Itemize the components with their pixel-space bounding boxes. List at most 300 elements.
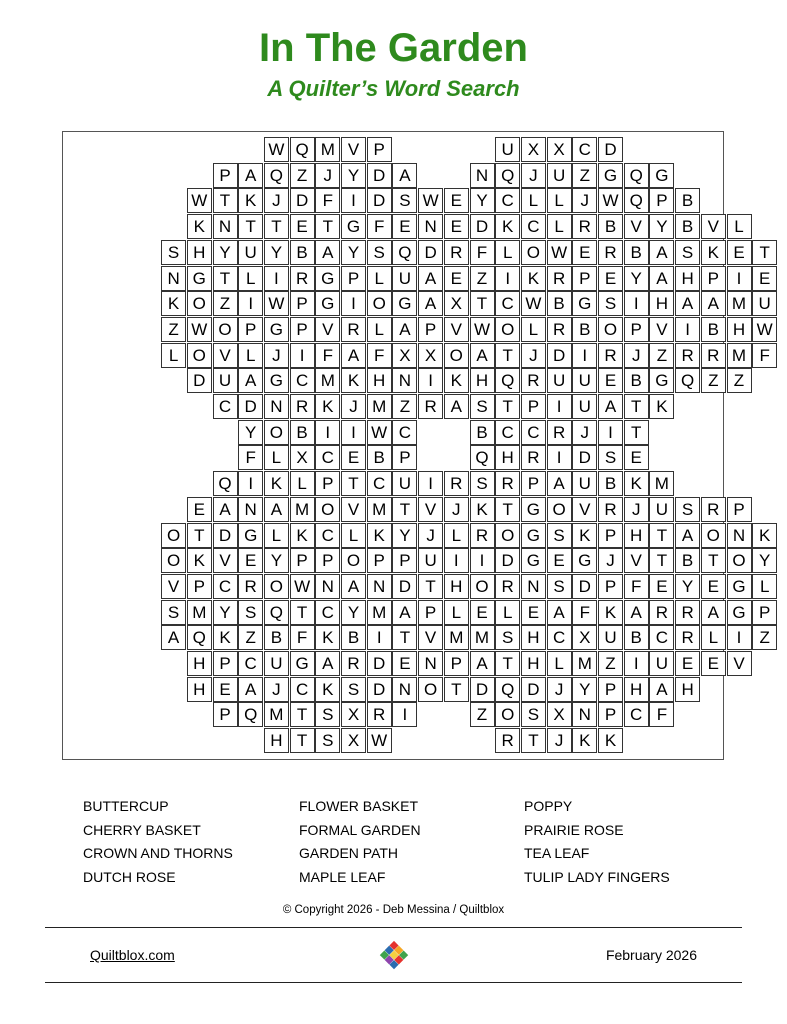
grid-cell: W [598,188,623,213]
grid-cell: P [624,317,649,342]
grid-cell: P [444,651,469,676]
copyright-notice: © Copyright 2026 - Deb Messina / Quiltblox [282,904,505,916]
grid-cell: B [367,445,392,470]
grid-cell: T [187,523,212,548]
grid-cell: P [367,548,392,573]
grid-cell: G [572,548,597,573]
issue-date: February 2026 [605,947,697,963]
grid-cell: C [547,625,572,650]
grid-cell: F [624,574,649,599]
word-column-3 [524,795,670,889]
grid-cell: H [727,317,752,342]
grid-cell: P [701,266,726,291]
grid-cell: U [418,548,443,573]
grid-cell: S [547,574,572,599]
grid-cell: G [315,266,340,291]
grid-cell: M [444,625,469,650]
grid-cell: C [315,523,340,548]
grid-cell: D [470,214,495,239]
grid-cell: U [598,625,623,650]
grid-cell: R [367,702,392,727]
grid-cell: T [495,497,520,522]
grid-cell: A [649,240,674,265]
grid-cell: H [675,266,700,291]
grid-cell: Y [649,214,674,239]
grid-cell: J [547,728,572,753]
word-item: TEA LEAF [524,845,590,861]
grid-cell: I [264,266,289,291]
grid-cell: D [572,574,597,599]
grid-cell: Q [290,137,315,162]
grid-cell: S [315,702,340,727]
grid-cell: D [495,548,520,573]
grid-cell: T [444,677,469,702]
grid-cell: V [418,625,443,650]
grid-cell: E [213,677,238,702]
grid-cell: V [572,497,597,522]
grid-cell: F [572,600,597,625]
grid-cell: N [418,214,443,239]
grid-cell: T [649,548,674,573]
page-subtitle: A Quilter’s Word Search [267,76,520,101]
grid-cell: V [701,214,726,239]
word-item: CHERRY BASKET [83,821,201,838]
grid-cell: H [649,291,674,316]
grid-cell: A [624,600,649,625]
grid-cell: B [624,368,649,393]
grid-cell: T [649,523,674,548]
grid-cell: Y [752,548,777,573]
grid-cell: S [341,677,366,702]
grid-cell: N [727,523,752,548]
grid-cell: I [444,548,469,573]
grid-cell: C [213,574,238,599]
grid-cell: T [264,214,289,239]
grid-cell: P [367,137,392,162]
word-item: GARDEN PATH [299,845,399,861]
grid-cell: R [701,497,726,522]
grid-cell: T [495,343,520,368]
grid-cell: X [341,728,366,753]
grid-cell: P [290,548,315,573]
grid-cell: Z [290,163,315,188]
grid-cell: E [598,368,623,393]
grid-cell: V [624,548,649,573]
grid-cell: M [315,137,340,162]
grid-cell: I [238,291,263,316]
grid-cell: W [470,317,495,342]
grid-cell: M [187,600,212,625]
grid-cell: E [598,266,623,291]
grid-cell: P [649,188,674,213]
grid-cell: E [701,574,726,599]
grid-cell: G [264,368,289,393]
word-column-2 [299,795,421,889]
grid-cell: C [290,368,315,393]
grid-cell: E [444,266,469,291]
grid-cell: J [341,394,366,419]
grid-cell: K [598,728,623,753]
grid-cell: I [392,702,417,727]
grid-cell: P [598,677,623,702]
grid-cell: R [341,651,366,676]
grid-cell: O [187,343,212,368]
grid-cell: A [238,368,263,393]
grid-cell: Y [213,600,238,625]
grid-cell: H [187,651,212,676]
word-item: BUTTERCUP [83,798,169,814]
grid-cell: I [572,343,597,368]
grid-cell: K [187,214,212,239]
grid-cell: Q [238,702,263,727]
grid-cell: D [367,163,392,188]
grid-cell: B [598,471,623,496]
grid-cell: L [444,523,469,548]
grid-cell: H [264,728,289,753]
grid-cell: E [341,445,366,470]
grid-cell: Y [341,163,366,188]
grid-cell: R [649,600,674,625]
grid-cell: B [624,240,649,265]
grid-cell: U [392,471,417,496]
grid-cell: M [727,343,752,368]
grid-cell: H [521,651,546,676]
grid-cell: O [187,291,212,316]
grid-cell: Q [264,163,289,188]
grid-cell: I [495,266,520,291]
quiltblox-logo-icon [378,939,410,971]
grid-cell: K [315,677,340,702]
grid-cell: C [367,471,392,496]
grid-cell: K [701,240,726,265]
grid-cell: T [392,625,417,650]
grid-cell: B [547,291,572,316]
grid-cell: Z [392,394,417,419]
grid-cell: C [521,420,546,445]
grid-cell: E [444,188,469,213]
grid-cell: E [624,445,649,470]
grid-cell: A [238,163,263,188]
grid-cell: H [367,368,392,393]
grid-cell: F [367,214,392,239]
grid-cell: I [727,625,752,650]
grid-cell: R [470,523,495,548]
grid-cell: T [341,471,366,496]
grid-cell: S [392,188,417,213]
grid-cell: Z [161,317,186,342]
grid-cell: D [367,677,392,702]
grid-cell: S [675,497,700,522]
grid-cell: K [572,523,597,548]
grid-cell: W [367,728,392,753]
grid-cell: F [752,343,777,368]
grid-cell: T [238,214,263,239]
grid-cell: C [238,651,263,676]
grid-cell: E [470,600,495,625]
grid-cell: P [290,291,315,316]
grid-cell: K [598,600,623,625]
grid-cell: Q [213,471,238,496]
grid-cell: K [264,471,289,496]
grid-cell: Z [752,625,777,650]
word-item: POPPY [524,798,573,814]
grid-cell: Q [264,600,289,625]
grid-cell: E [392,651,417,676]
grid-cell: R [675,600,700,625]
grid-cell: S [367,240,392,265]
grid-cell: H [187,677,212,702]
grid-cell: W [264,137,289,162]
grid-cell: E [701,651,726,676]
grid-cell: Y [238,420,263,445]
grid-cell: O [495,317,520,342]
grid-cell: T [213,266,238,291]
grid-cell: C [495,188,520,213]
grid-cell: B [264,625,289,650]
grid-cell: L [367,317,392,342]
grid-cell: A [470,343,495,368]
grid-cell: A [392,600,417,625]
grid-cell: T [290,600,315,625]
grid-cell: Y [572,677,597,702]
grid-cell: J [572,188,597,213]
grid-cell: H [444,574,469,599]
grid-cell: Z [572,163,597,188]
grid-cell: Q [495,163,520,188]
word-item: FORMAL GARDEN [299,821,421,838]
grid-cell: X [392,343,417,368]
grid-cell: E [392,214,417,239]
grid-cell: T [213,188,238,213]
grid-cell: F [238,445,263,470]
grid-cell: R [547,420,572,445]
grid-cell: O [213,317,238,342]
grid-cell: C [495,420,520,445]
grid-cell: E [547,548,572,573]
grid-cell: Z [649,343,674,368]
grid-cell: V [444,317,469,342]
grid-cell: C [315,445,340,470]
grid-cell: C [649,625,674,650]
grid-cell: R [444,240,469,265]
grid-cell: O [495,702,520,727]
grid-cell: W [187,188,212,213]
grid-cell: M [315,368,340,393]
grid-cell: M [367,497,392,522]
grid-cell: H [521,625,546,650]
grid-cell: D [572,445,597,470]
grid-cell: A [701,600,726,625]
grid-cell: R [290,394,315,419]
grid-cell: I [341,420,366,445]
grid-cell: P [315,471,340,496]
grid-cell: N [238,497,263,522]
grid-cell: D [213,523,238,548]
grid-cell: B [290,240,315,265]
grid-cell: J [315,163,340,188]
grid-cell: I [598,420,623,445]
grid-cell: G [315,291,340,316]
grid-cell: R [675,343,700,368]
grid-cell: U [572,471,597,496]
grid-cell: Q [624,163,649,188]
grid-cell: B [701,317,726,342]
word-item: CROWN AND THORNS [83,845,233,861]
grid-cell: N [161,266,186,291]
grid-cell: K [521,266,546,291]
grid-cell: T [290,728,315,753]
grid-cell: A [341,343,366,368]
grid-cell: R [521,368,546,393]
grid-cell: Z [701,368,726,393]
grid-cell: Y [470,188,495,213]
grid-cell: V [213,343,238,368]
grid-cell: E [649,574,674,599]
grid-cell: T [495,651,520,676]
grid-cell: G [521,523,546,548]
grid-cell: R [495,574,520,599]
grid-cell: U [572,394,597,419]
grid-cell: O [264,574,289,599]
grid-cell: S [238,600,263,625]
grid-cell: V [341,497,366,522]
grid-cell: L [161,343,186,368]
grid-cell: K [624,471,649,496]
grid-cell: L [727,214,752,239]
grid-cell: N [264,394,289,419]
grid-cell: S [598,291,623,316]
grid-cell: I [470,548,495,573]
grid-cell: I [675,317,700,342]
grid-cell: T [392,497,417,522]
grid-cell: J [547,677,572,702]
grid-cell: K [470,497,495,522]
grid-cell: P [315,548,340,573]
grid-cell: D [470,677,495,702]
grid-cell: A [392,317,417,342]
grid-cell: G [392,291,417,316]
grid-cell: R [547,317,572,342]
grid-cell: K [444,368,469,393]
grid-cell: V [341,137,366,162]
grid-cell: M [367,600,392,625]
grid-cell: R [572,214,597,239]
grid-cell: P [572,266,597,291]
grid-cell: A [238,677,263,702]
grid-cell: Q [187,625,212,650]
grid-cell: D [367,188,392,213]
word-column-1 [83,795,233,889]
grid-cell: A [649,266,674,291]
grid-cell: R [547,266,572,291]
grid-cell: C [290,677,315,702]
grid-cell: T [315,214,340,239]
grid-cell: V [649,317,674,342]
page-title: In The Garden [259,26,528,70]
grid-cell: O [161,523,186,548]
grid-cell: J [264,188,289,213]
grid-cell: M [367,394,392,419]
grid-cell: L [547,651,572,676]
grid-cell: U [649,651,674,676]
grid-cell: N [418,651,443,676]
grid-cell: Y [264,240,289,265]
grid-cell: E [727,240,752,265]
grid-cell: A [315,651,340,676]
grid-cell: A [598,394,623,419]
grid-cell: B [624,625,649,650]
grid-cell: S [495,625,520,650]
grid-cell: T [290,702,315,727]
word-item: TULIP LADY FINGERS [524,868,670,885]
grid-cell: K [367,523,392,548]
grid-cell: A [213,497,238,522]
grid-cell: A [264,497,289,522]
grid-cell: X [572,625,597,650]
grid-cell: Q [392,240,417,265]
grid-cell: E [290,214,315,239]
grid-cell: K [315,625,340,650]
grid-cell: I [290,343,315,368]
grid-cell: P [392,445,417,470]
grid-cell: L [521,188,546,213]
grid-cell: K [315,394,340,419]
grid-cell: A [161,625,186,650]
grid-cell: P [727,497,752,522]
grid-cell: A [547,471,572,496]
grid-cell: I [315,420,340,445]
grid-cell: O [521,240,546,265]
grid-cell: J [521,343,546,368]
grid-cell: A [392,163,417,188]
grid-cell: C [624,702,649,727]
grid-cell: W [521,291,546,316]
grid-cell: J [572,420,597,445]
grid-cell: P [598,702,623,727]
grid-cell: K [238,188,263,213]
grid-cell: A [547,600,572,625]
grid-cell: O [264,420,289,445]
grid-cell: Y [341,240,366,265]
grid-cell: I [547,445,572,470]
grid-cell: I [624,291,649,316]
grid-cell: O [367,291,392,316]
word-item: DUTCH ROSE [83,868,176,885]
grid-cell: L [367,266,392,291]
quiltblox-link[interactable]: Quiltblox.com [90,947,175,963]
grid-cell: I [418,471,443,496]
grid-cell: R [495,471,520,496]
grid-cell: U [752,291,777,316]
grid-cell: I [727,266,752,291]
grid-cell: T [701,548,726,573]
grid-cell: G [727,574,752,599]
grid-cell: L [752,574,777,599]
grid-cell: D [418,240,443,265]
grid-cell: U [572,368,597,393]
grid-cell: K [161,291,186,316]
grid-cell: Q [495,368,520,393]
grid-cell: K [572,728,597,753]
grid-cell: R [598,343,623,368]
grid-cell: W [418,188,443,213]
grid-cell: G [727,600,752,625]
grid-cell: L [264,445,289,470]
grid-cell: T [624,394,649,419]
grid-cell: R [444,471,469,496]
grid-cell: Y [675,574,700,599]
grid-cell: P [213,702,238,727]
